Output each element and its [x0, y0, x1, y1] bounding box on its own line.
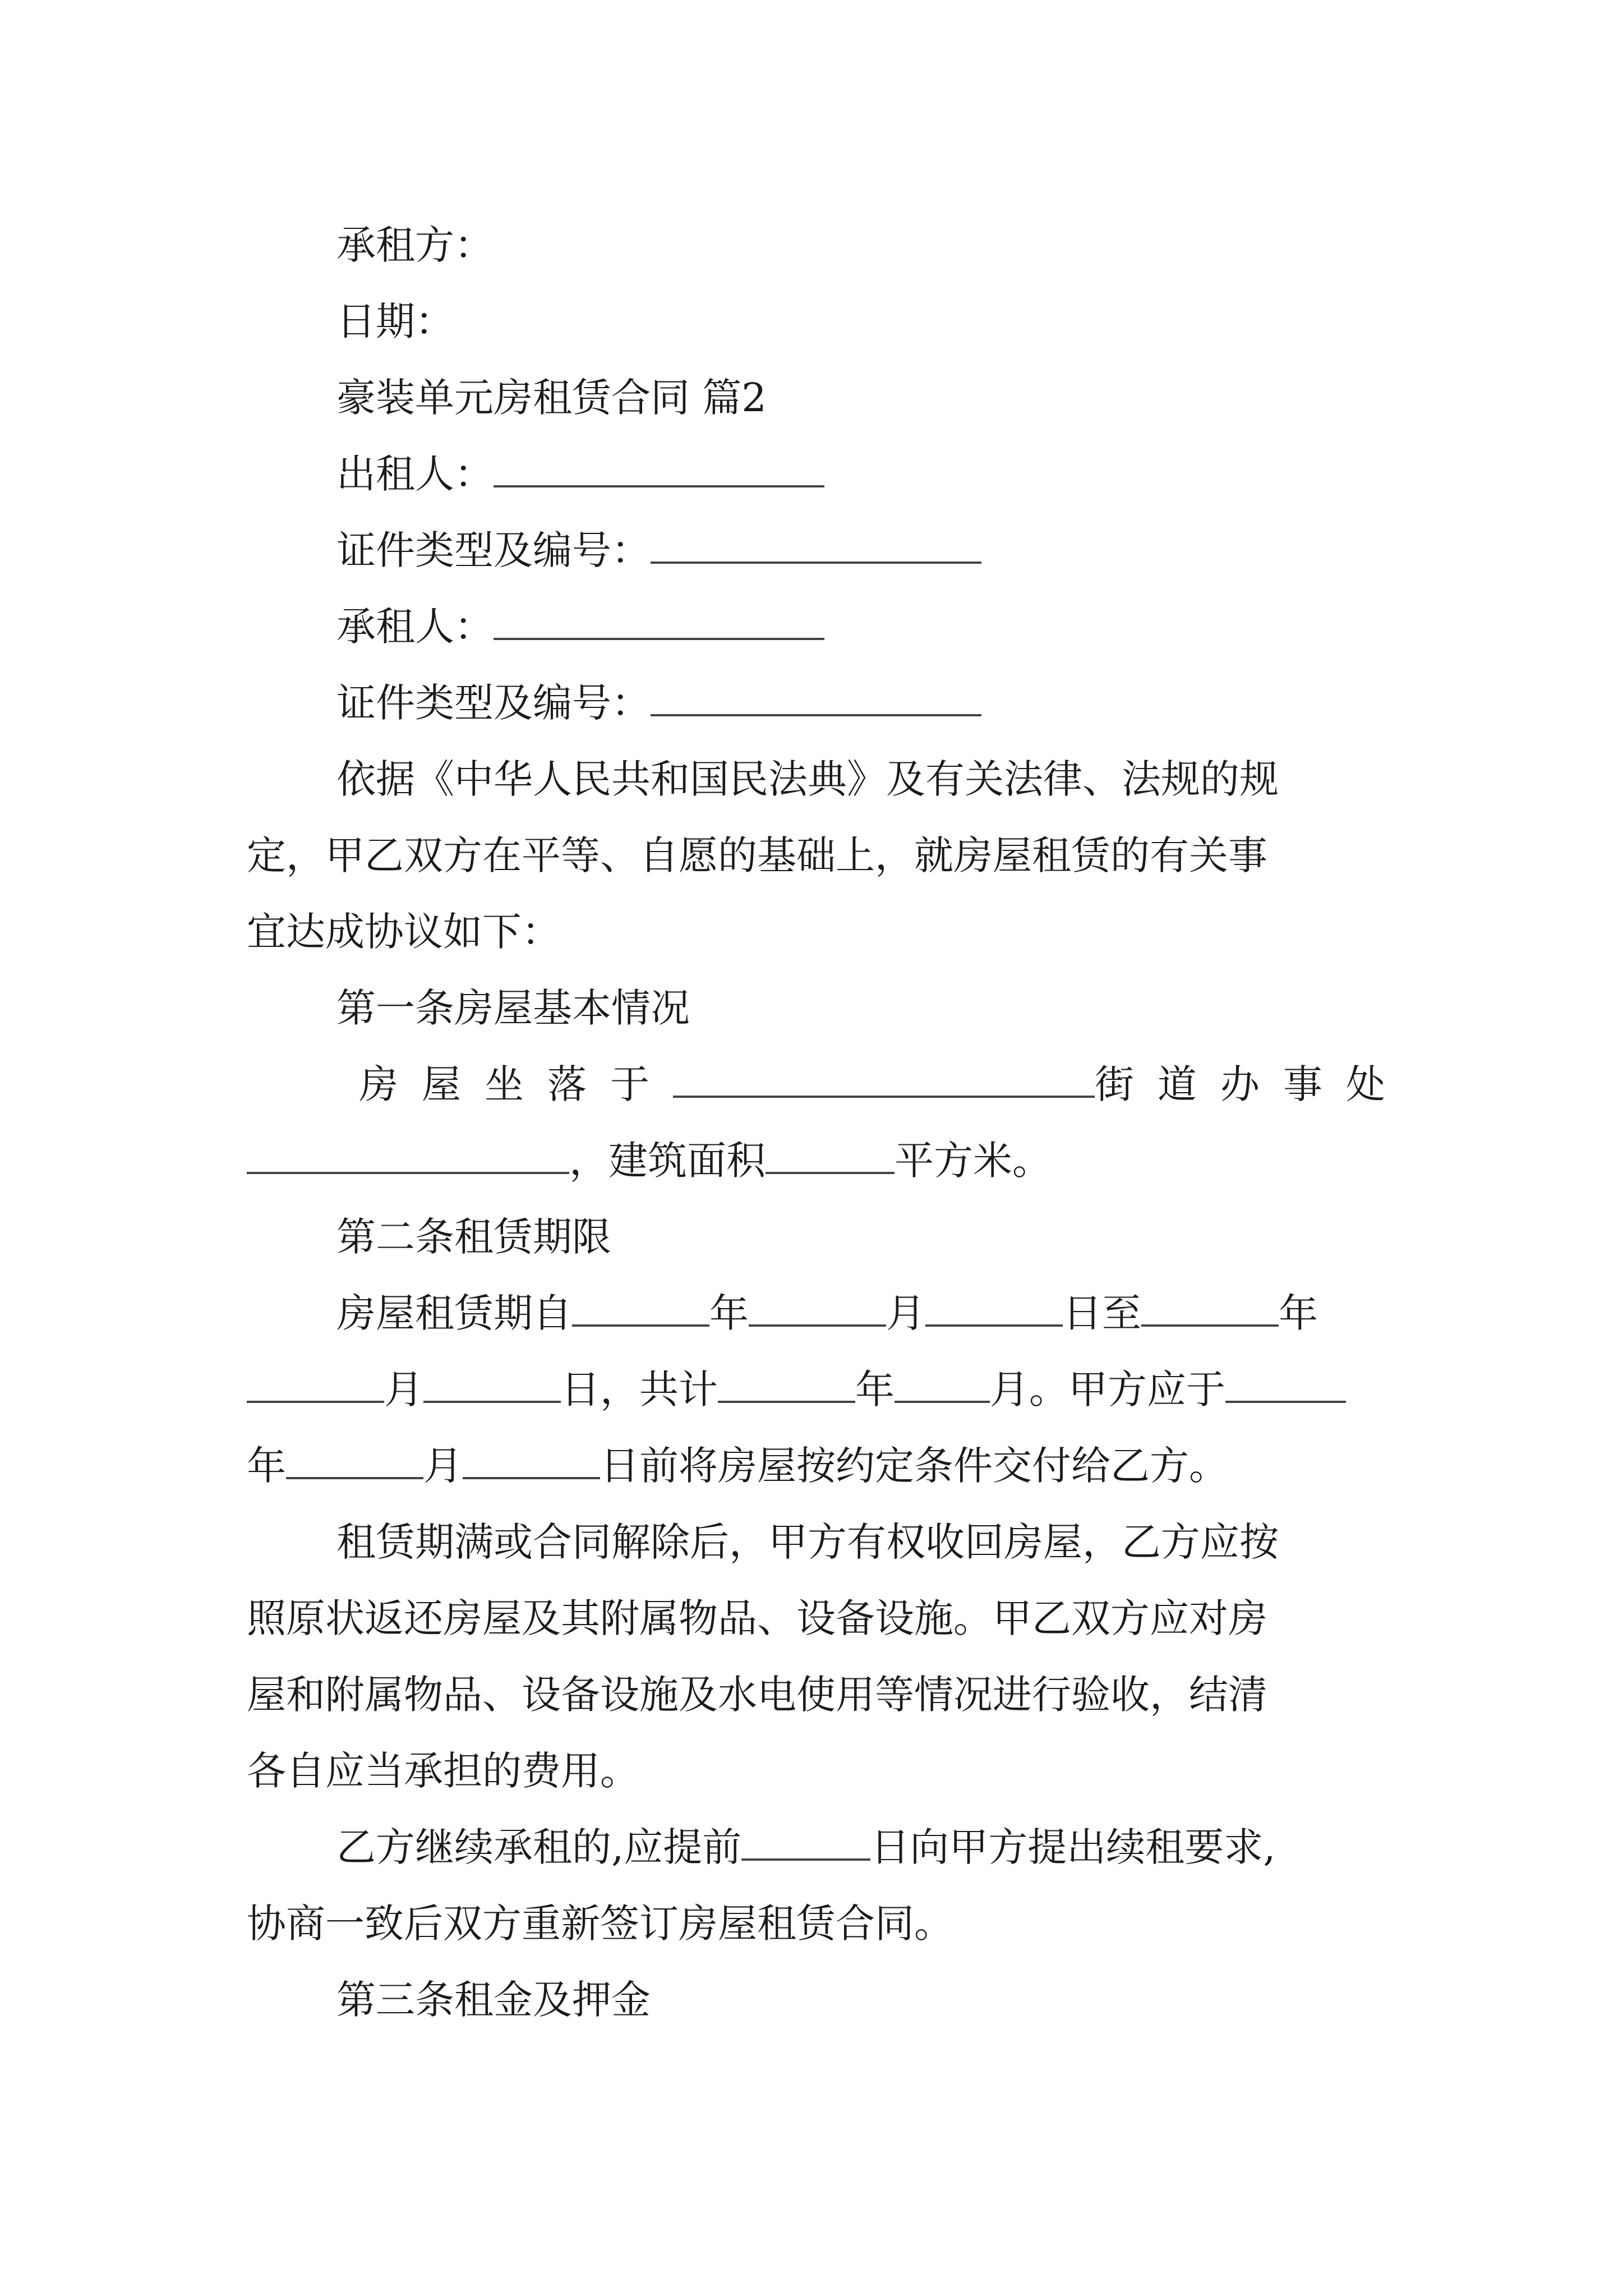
delivery-day-blank[interactable]: [463, 1442, 600, 1479]
id-line-2: [336, 678, 981, 728]
delivery-label: 月。甲方应于: [990, 1366, 1225, 1412]
delivery-year-blank[interactable]: [1225, 1366, 1346, 1403]
year-label: 年: [709, 1290, 749, 1336]
id-blank-1[interactable]: [651, 527, 981, 564]
article2-line-2: [247, 1364, 1346, 1415]
article1-title: 第一条房屋基本情况: [336, 985, 690, 1031]
end-year-blank[interactable]: [1141, 1290, 1279, 1327]
year-label: 年: [247, 1443, 286, 1489]
start-day-blank[interactable]: [925, 1290, 1063, 1327]
article2-p3-line-2: 协商一致后双方重新签订房屋租赁合同。: [247, 1901, 953, 1947]
id-line-1: [336, 525, 981, 576]
tenant-label: 承租人：: [336, 604, 494, 650]
start-month-blank[interactable]: [749, 1290, 886, 1327]
article3-title: 第三条租金及押金: [336, 1977, 651, 2023]
month-label: 月: [423, 1443, 463, 1489]
article1-line-1: [359, 1059, 1409, 1110]
delivery-month-blank[interactable]: [286, 1442, 423, 1479]
lessor-label: 出租人：: [336, 451, 494, 497]
article2-p2-line-3: 屋和附属物品、设备设施及水电使用等情况进行验收，结清: [247, 1672, 1267, 1718]
renewal-text: 日向甲方提出续租要求,: [870, 1824, 1276, 1870]
intro-line-1: 依据《中华人民共和国民法典》及有关法律、法规的规: [336, 756, 1279, 802]
location-label: 房屋坐落于: [359, 1061, 673, 1107]
day-to-label: 日至: [1063, 1290, 1141, 1336]
tenant-line: [336, 601, 824, 652]
end-month-blank[interactable]: [247, 1366, 384, 1403]
area-label: ，建筑面积: [569, 1138, 766, 1184]
tenant-blank[interactable]: [494, 603, 824, 640]
end-day-blank[interactable]: [423, 1366, 561, 1403]
id-label-1: 证件类型及编号：: [336, 527, 651, 573]
article2-p2-line-4: 各自应当承担的费用。: [247, 1748, 639, 1794]
id-blank-2[interactable]: [651, 679, 981, 716]
intro-line-2: 定，甲乙双方在平等、自愿的基础上，就房屋租赁的有关事: [247, 832, 1267, 878]
address-blank[interactable]: [247, 1137, 569, 1174]
renewal-days-blank[interactable]: [741, 1824, 870, 1861]
article2-line-3: [247, 1441, 1228, 1491]
lessor-line: [336, 449, 824, 499]
id-label-2: 证件类型及编号：: [336, 680, 651, 726]
article2-title: 第二条租赁期限: [336, 1214, 611, 1260]
total-label: 日，共计: [561, 1366, 718, 1412]
month-label: 月: [886, 1290, 925, 1336]
location-blank[interactable]: [673, 1061, 1095, 1098]
date-label: 日期：: [336, 298, 454, 344]
total-year-blank[interactable]: [718, 1366, 855, 1403]
year-label: 年: [855, 1366, 895, 1412]
intro-line-3: 宜达成协议如下：: [247, 909, 561, 955]
article2-p2-line-1: 租赁期满或合同解除后，甲方有权收回房屋，乙方应按: [336, 1519, 1279, 1565]
lessor-blank[interactable]: [494, 450, 824, 487]
street-office-label: 街道办事处: [1095, 1061, 1409, 1107]
delivery-text: 日前将房屋按约定条件交付给乙方。: [600, 1443, 1228, 1489]
year-label: 年: [1279, 1290, 1318, 1336]
lessee-label: 承租方：: [336, 222, 494, 268]
article2-line-1: [336, 1288, 1318, 1338]
area-unit: 平方米。: [895, 1138, 1052, 1184]
article2-p3-line-1: [336, 1822, 1276, 1872]
article2-p2-line-2: 照原状返还房屋及其附属物品、设备设施。甲乙双方应对房: [247, 1595, 1267, 1641]
month-label: 月: [384, 1366, 423, 1412]
renewal-label: 乙方继续承租的,应提前: [336, 1824, 742, 1870]
article1-line-2: [247, 1135, 1052, 1186]
start-year-blank[interactable]: [572, 1290, 709, 1327]
area-blank[interactable]: [766, 1137, 895, 1174]
term-label: 房屋租赁期自: [336, 1290, 572, 1336]
section-title: 豪装单元房租赁合同 篇2: [336, 375, 767, 421]
total-month-blank[interactable]: [895, 1366, 990, 1403]
